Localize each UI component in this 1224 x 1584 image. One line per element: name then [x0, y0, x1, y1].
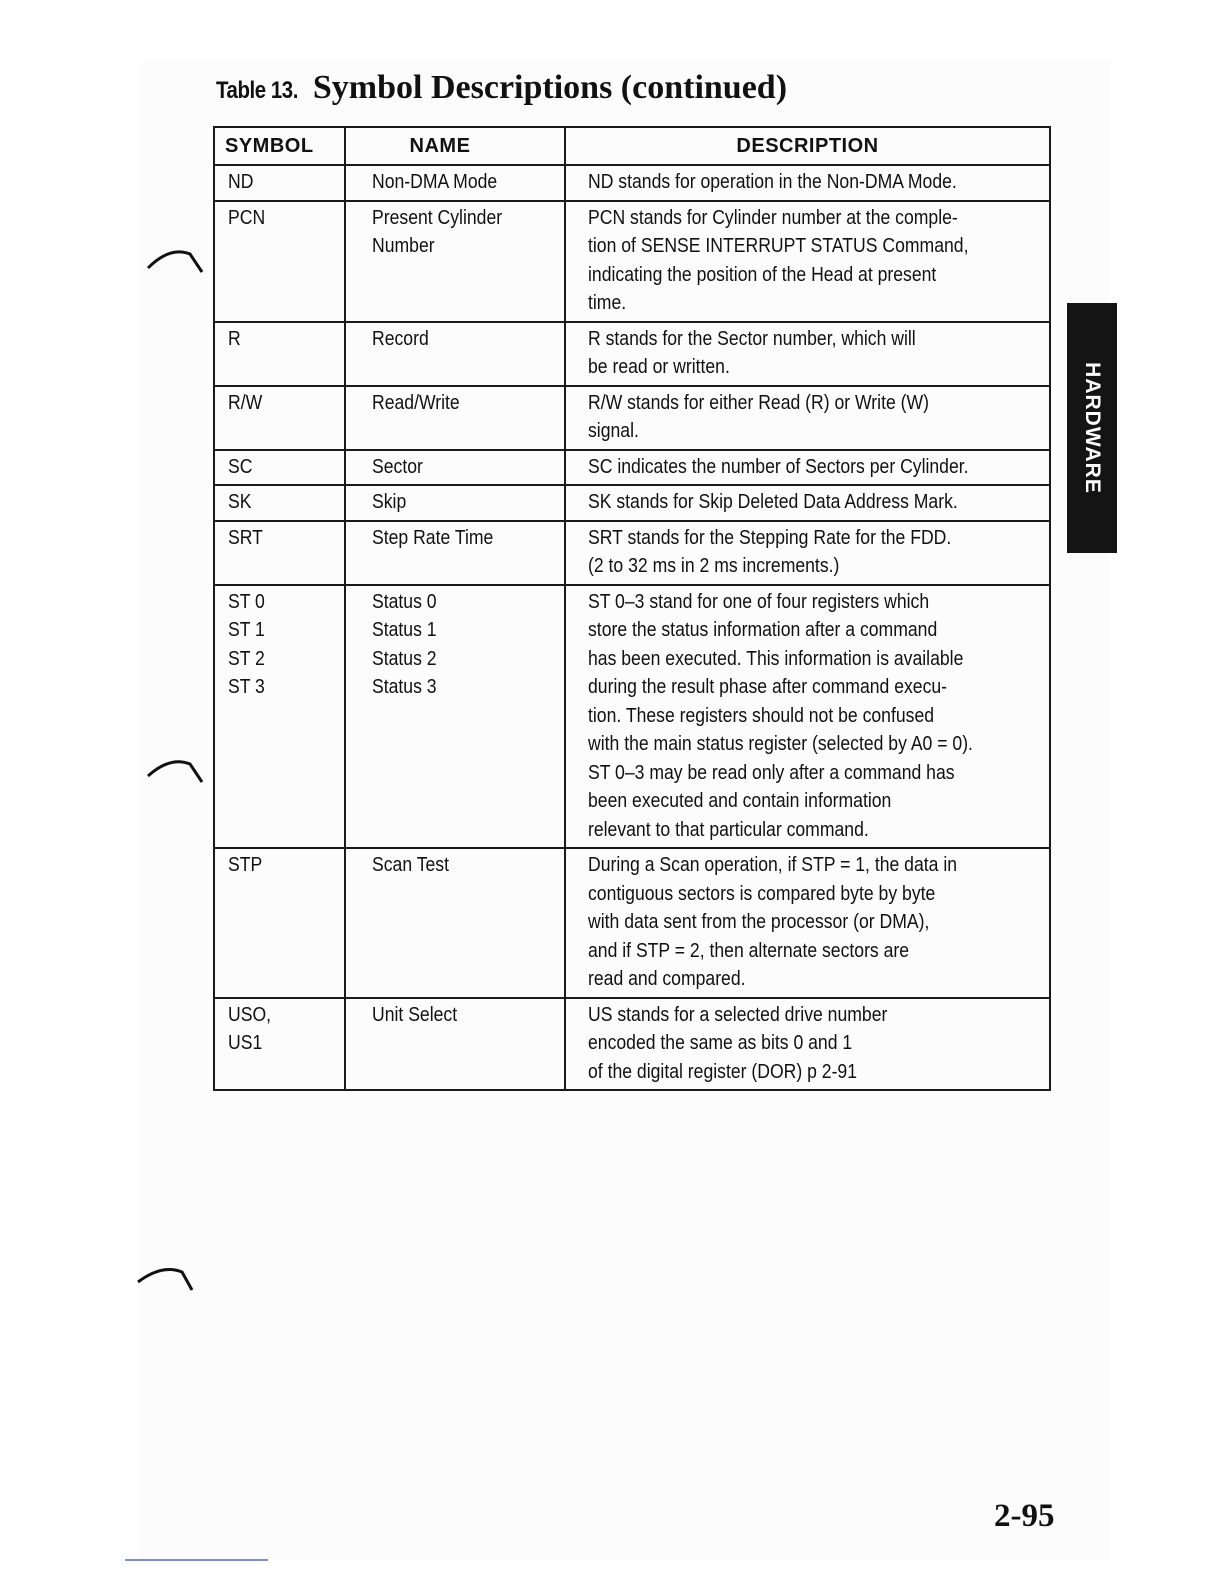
- table-row: [214, 848, 1050, 998]
- name-cell: [345, 521, 565, 585]
- table-number: Table 13.: [216, 77, 298, 104]
- name-cell: [345, 322, 565, 386]
- description-cell-text: R stands for the Sector number, which will be read or written.: [588, 327, 916, 378]
- description-cell: [565, 585, 1050, 849]
- symbol-cell-text: PCN: [228, 206, 266, 229]
- symbol-cell: [214, 485, 345, 521]
- symbol-cell-text: STP: [228, 854, 263, 876]
- description-cell-text: ND stands for operation in the Non-DMA Mode.: [588, 171, 957, 193]
- name-cell-text: Sector: [372, 455, 423, 478]
- description-cell-text: During a Scan operation, if STP = 1, the data in contiguous sectors is compared byte by byte with data sent from the processor (or DMA), and if STP = 2, then alternate sectors are read and compared.: [588, 854, 958, 990]
- description-cell: [565, 450, 1050, 486]
- name-cell: [345, 998, 565, 1091]
- table-row: [214, 450, 1050, 486]
- name-cell: [345, 386, 565, 450]
- description-cell: [565, 848, 1050, 998]
- section-tab-hardware: [1067, 303, 1117, 553]
- description-cell: [565, 322, 1050, 386]
- header-symbol: SYMBOL: [214, 127, 345, 165]
- symbol-descriptions-table: [213, 126, 1051, 1091]
- description-cell: [565, 201, 1050, 322]
- name-cell: [345, 848, 565, 998]
- table-row: [214, 322, 1050, 386]
- name-cell-text: Step Rate Time: [372, 526, 494, 549]
- table-row: [214, 998, 1050, 1091]
- symbol-cell-text: USO, US1: [228, 1003, 272, 1054]
- symbol-cell: [214, 848, 345, 998]
- footer-rule: [125, 1559, 268, 1561]
- description-cell: [565, 521, 1050, 585]
- table-title: Symbol Descriptions (continued): [312, 69, 788, 106]
- symbol-cell: [214, 201, 345, 322]
- description-cell-text: SC indicates the number of Sectors per Cylinder.: [588, 455, 969, 478]
- table-header-row: [214, 127, 1050, 165]
- symbol-cell-text: R/W: [228, 391, 263, 414]
- header-name: NAME: [345, 127, 565, 165]
- name-cell: [345, 450, 565, 486]
- symbol-cell-text: SK: [228, 491, 252, 513]
- symbol-cell: [214, 998, 345, 1091]
- name-cell-text: Read/Write: [372, 391, 460, 414]
- name-cell-text: Record: [372, 327, 429, 350]
- page-number: 2-95: [994, 1498, 1055, 1534]
- symbol-cell: [214, 450, 345, 486]
- table-row: [214, 201, 1050, 322]
- description-cell-text: SRT stands for the Stepping Rate for the FDD. (2 to 32 ms in 2 ms increments.): [588, 526, 952, 577]
- description-cell-text: PCN stands for Cylinder number at the comple- tion of SENSE INTERRUPT STATUS Command, indicating the position of the Head at present time.: [588, 206, 969, 314]
- name-cell: [345, 201, 565, 322]
- name-cell-text: Status 0 Status 1 Status 2 Status 3: [372, 590, 437, 698]
- table-row: [214, 165, 1050, 201]
- symbol-cell: [214, 585, 345, 849]
- description-cell: [565, 998, 1050, 1091]
- symbol-cell-text: ND: [228, 171, 254, 193]
- symbol-cell-text: ST 0 ST 1 ST 2 ST 3: [228, 590, 265, 698]
- symbol-cell-text: SC: [228, 455, 253, 478]
- table-row: [214, 521, 1050, 585]
- binder-hole-mark-icon: [134, 1262, 198, 1296]
- symbol-cell: [214, 386, 345, 450]
- description-cell: [565, 485, 1050, 521]
- name-cell-text: Scan Test: [372, 854, 449, 876]
- name-cell: [345, 585, 565, 849]
- name-cell-text: Skip: [372, 491, 407, 513]
- name-cell-text: Unit Select: [372, 1003, 458, 1026]
- description-cell: [565, 386, 1050, 450]
- symbol-cell: [214, 521, 345, 585]
- symbol-cell: [214, 165, 345, 201]
- symbol-cell-text: SRT: [228, 526, 263, 549]
- description-cell-text: SK stands for Skip Deleted Data Address Mark.: [588, 491, 958, 513]
- symbol-cell: [214, 322, 345, 386]
- description-cell-text: ST 0–3 stand for one of four registers which store the status information after a command has been executed. This information is available during the result phase after command execu- tion. These registers should not be confused with the main status register (selected by A0 = 0). ST 0–3 may be read only after a command has been executed and contain information relevant to that particular command.: [588, 590, 973, 841]
- name-cell: [345, 485, 565, 521]
- name-cell-text: Non-DMA Mode: [372, 171, 498, 193]
- table-row: [214, 585, 1050, 849]
- binder-hole-mark-icon: [144, 244, 208, 278]
- symbol-cell-text: R: [228, 327, 241, 350]
- table-row: [214, 386, 1050, 450]
- binder-hole-mark-icon: [144, 754, 208, 788]
- table-caption: [216, 66, 787, 116]
- section-tab-label: HARDWARE: [1081, 362, 1104, 494]
- table-body: [214, 165, 1050, 1090]
- description-cell: [565, 165, 1050, 201]
- table-row: [214, 485, 1050, 521]
- description-cell-text: US stands for a selected drive number encoded the same as bits 0 and 1 of the digital register (DOR) p 2-91: [588, 1003, 888, 1083]
- name-cell: [345, 165, 565, 201]
- description-cell-text: R/W stands for either Read (R) or Write (W) signal.: [588, 391, 929, 442]
- header-description: DESCRIPTION: [565, 127, 1050, 165]
- name-cell-text: Present Cylinder Number: [372, 206, 503, 257]
